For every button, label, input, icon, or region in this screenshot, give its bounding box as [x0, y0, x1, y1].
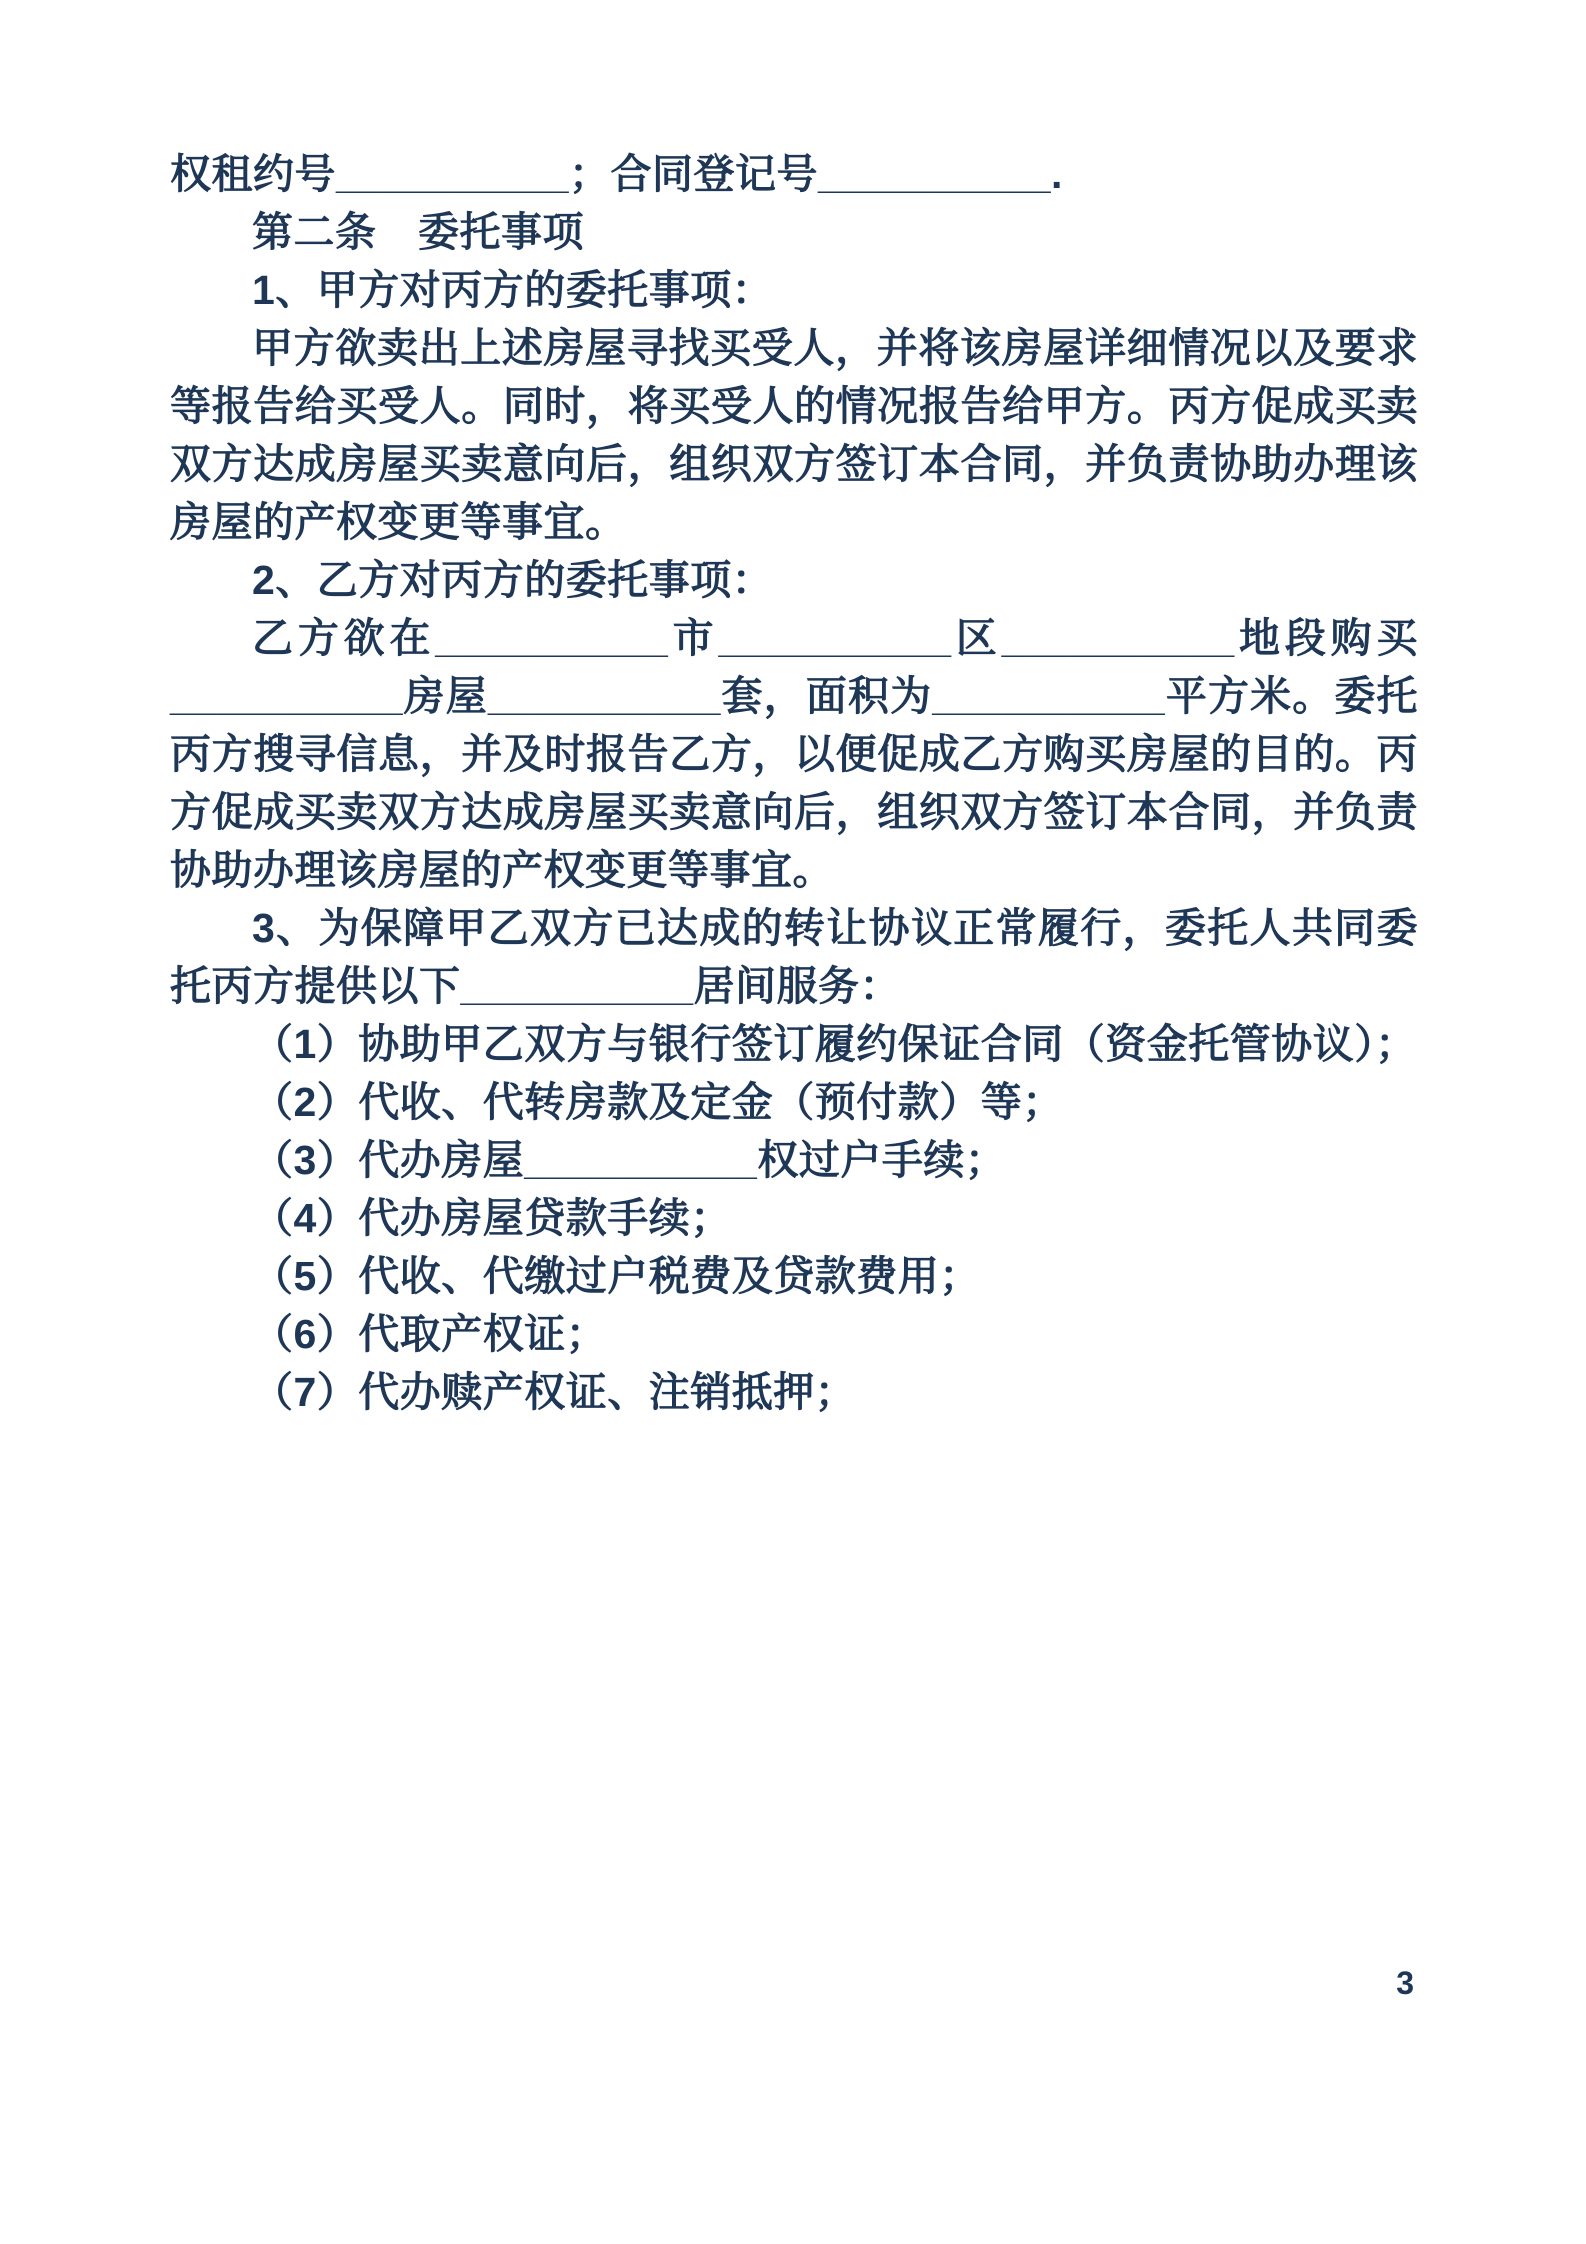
clause-1-heading: 1、甲方对丙方的委托事项： [252, 267, 774, 313]
continuation-line: 权租约号__________；合同登记号__________. [170, 151, 1063, 197]
clause-2-heading: 2、乙方对丙方的委托事项： [252, 557, 774, 603]
service-item-7: （7）代办赎产权证、注销抵押； [252, 1369, 857, 1415]
service-item-3: （3）代办房屋__________权过户手续； [252, 1137, 1007, 1183]
clause-3-paragraph: 3、为保障甲乙双方已达成的转让协议正常履行，委托人共同委托丙方提供以下__________居间服务： [170, 905, 1418, 1009]
clause-1-body: 甲方欲卖出上述房屋寻找买受人，并将该房屋详细情况以及要求等报告给买受人。同时，将买受人的情况报告给甲方。丙方促成买卖双方达成房屋买卖意向后，组织双方签订本合同，并负责协助办理该房屋的产权变更等事宜。 [170, 325, 1418, 545]
section-heading: 第二条 委托事项 [252, 209, 584, 255]
page-number: 3 [1396, 1965, 1414, 2001]
service-item-5: （5）代收、代缴过户税费及贷款费用； [252, 1253, 981, 1299]
service-item-6: （6）代取产权证； [252, 1311, 608, 1357]
clause-2-body: 乙方欲在__________市__________区__________地段购买__________房屋__________套，面积为__________平方米。委托丙方搜寻信息，并及时报告乙方，以便促成乙方购买房屋的目的。丙方促成买卖双方达成房屋买卖意向后，组织双方签订本合同，并负责协助办理该房屋的产权变更等事宜。 [170, 615, 1418, 893]
service-item-1: （1）协助甲乙双方与银行签订履约保证合同（资金托管协议）； [252, 1021, 1417, 1067]
service-item-4: （4）代办房屋贷款手续； [252, 1195, 732, 1241]
service-item-2: （2）代收、代转房款及定金（预付款）等； [252, 1079, 1064, 1125]
document-body [170, 145, 1418, 1421]
